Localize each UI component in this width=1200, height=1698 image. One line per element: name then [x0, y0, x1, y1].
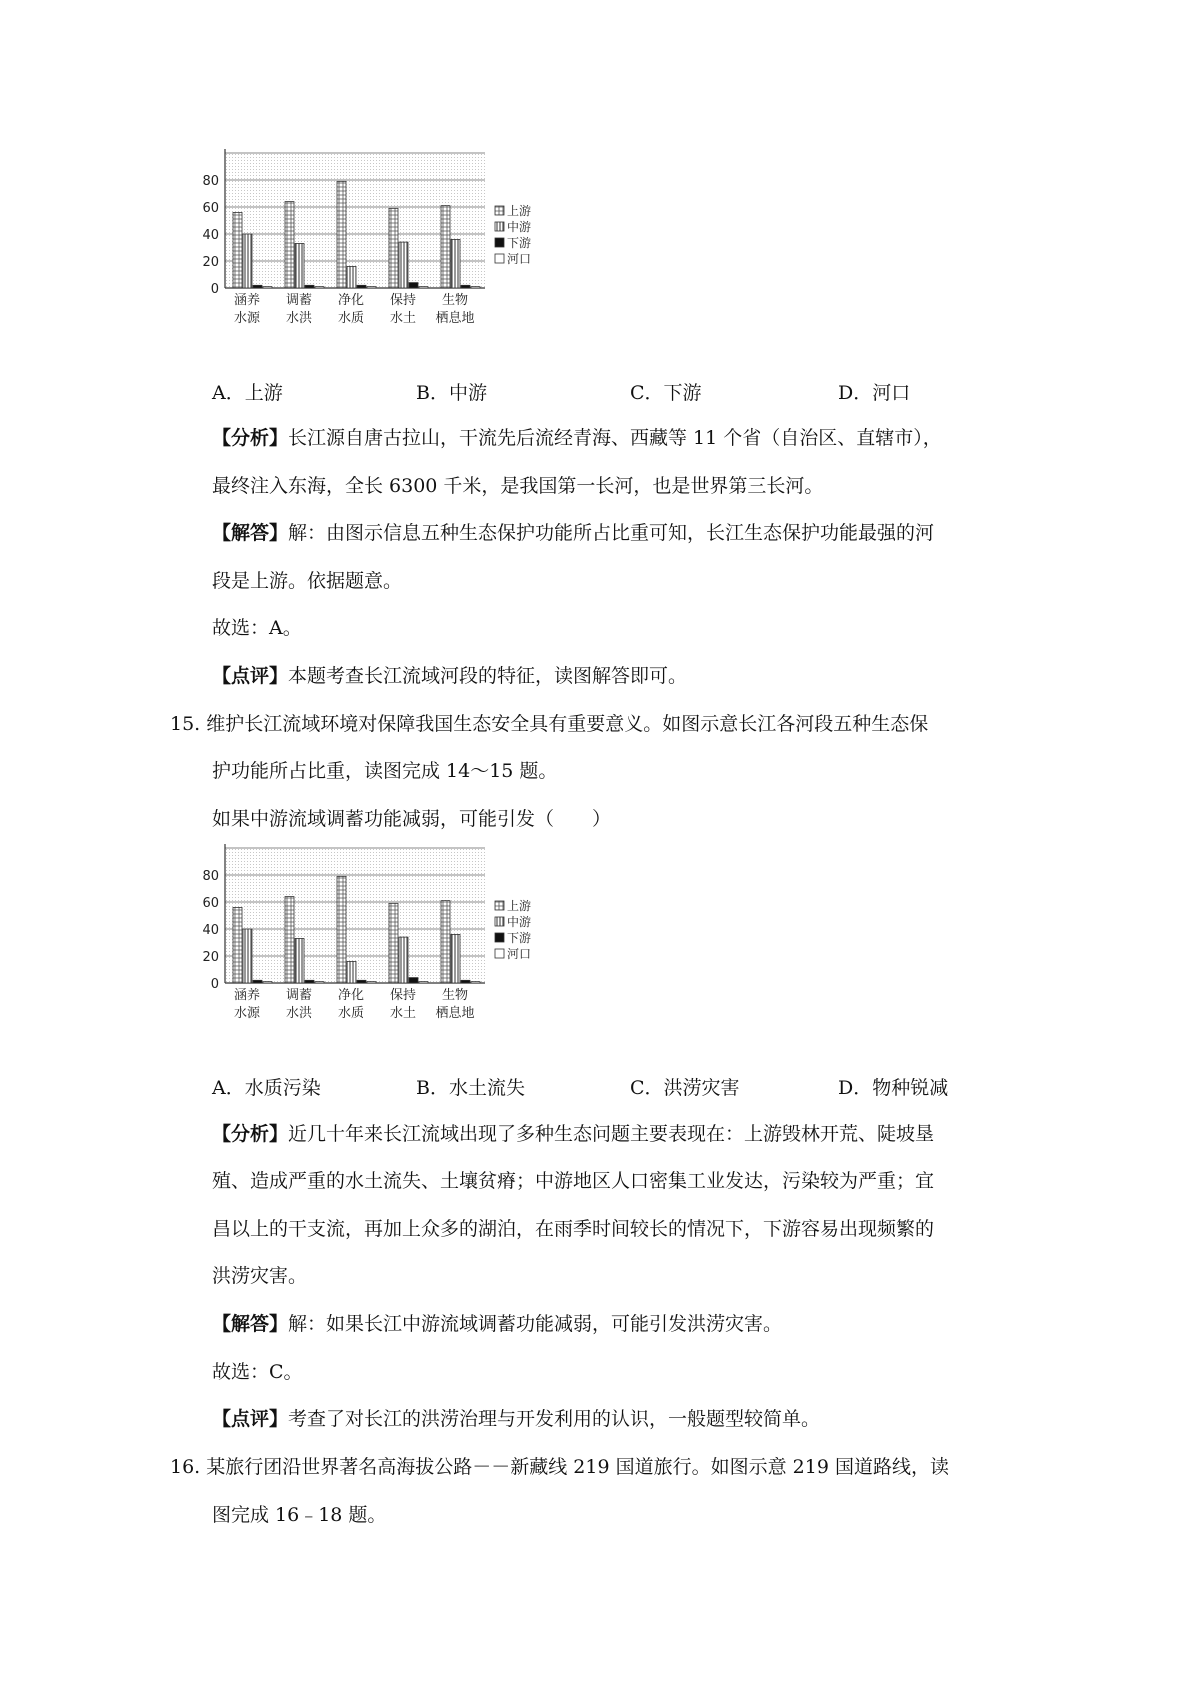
q15-comment-text: 考查了对长江的洪涝治理与开发利用的认识，一般题型较简单。	[288, 1408, 821, 1430]
bar-上游	[285, 202, 294, 288]
q15-analysis-text-1: 近几十年来长江流域出现了多种生态问题主要表现在：上游毁林开荒、陡坡垦	[288, 1123, 935, 1145]
bar-中游	[243, 929, 252, 983]
q16-stem-line-1	[170, 1455, 949, 1479]
bar-chart-2	[202, 840, 605, 1040]
q14-comment-text: 本题考查长江流域河段的特征，读图解答即可。	[288, 665, 688, 687]
y-tick-label: 20	[202, 255, 219, 270]
y-tick-label: 60	[202, 201, 219, 216]
bar-下游	[253, 980, 262, 983]
q14-answer-text-1: 解：由图示信息五种生态保护功能所占比重可知，长江生态保护功能最强的河	[288, 522, 935, 544]
chart-ecological-functions-1	[202, 145, 605, 345]
q16-number: 16.	[170, 1456, 201, 1478]
x-category-label: 水洪	[285, 311, 313, 326]
bar-河口	[315, 982, 324, 983]
q15-option-d[interactable]: D．物种锐减	[838, 1077, 949, 1099]
x-category-label: 水源	[233, 1006, 261, 1021]
q15-options	[212, 1073, 1032, 1097]
x-category-label: 水质	[337, 1006, 365, 1021]
y-tick-label: 80	[202, 174, 219, 189]
legend-label: 河口	[507, 252, 532, 266]
q14-analysis-line-1	[212, 426, 942, 450]
bar-河口	[419, 982, 428, 983]
q16-stem-line-2: 图完成 16﹣18 题。	[212, 1504, 387, 1526]
x-category-label: 涵养	[233, 293, 261, 308]
chart-ecological-functions-2	[202, 840, 605, 1040]
bar-上游	[337, 181, 346, 288]
y-tick-label: 60	[202, 896, 219, 911]
bar-中游	[295, 243, 304, 288]
bar-河口	[263, 287, 272, 288]
bar-中游	[399, 242, 408, 288]
bar-上游	[337, 876, 346, 983]
legend-swatch	[495, 949, 504, 958]
y-tick-label: 40	[202, 923, 219, 938]
bar-河口	[263, 982, 272, 983]
y-tick-label: 80	[202, 869, 219, 884]
q15-question: 如果中游流域调蓄功能减弱，可能引发（ ）	[212, 808, 612, 830]
x-category-label: 调蓄	[285, 988, 313, 1003]
bar-上游	[441, 901, 450, 983]
x-category-label: 栖息地	[435, 1006, 475, 1021]
bar-中游	[451, 239, 460, 288]
legend-swatch	[495, 238, 504, 247]
q15-analysis-tag: 【分析】	[212, 1123, 289, 1145]
bar-下游	[461, 980, 470, 983]
bar-下游	[461, 285, 470, 288]
legend-swatch	[495, 933, 504, 942]
bar-河口	[471, 287, 480, 288]
x-category-label: 生物	[441, 988, 469, 1003]
x-category-label: 净化	[337, 293, 365, 308]
bar-下游	[357, 285, 366, 288]
q15-analysis-line-1	[212, 1122, 934, 1146]
q15-comment-tag: 【点评】	[212, 1408, 289, 1430]
q15-number: 15.	[170, 713, 201, 735]
q14-comment-tag: 【点评】	[212, 665, 289, 687]
q14-answer-line-1	[212, 521, 934, 545]
y-tick-label: 40	[202, 228, 219, 243]
legend-label: 河口	[507, 947, 532, 961]
bar-河口	[367, 287, 376, 288]
q14-choice: 故选：A。	[212, 617, 302, 639]
legend-swatch	[495, 917, 504, 926]
bar-下游	[305, 285, 314, 288]
bar-中游	[347, 266, 356, 288]
x-category-label: 水土	[389, 311, 417, 326]
y-tick-label: 0	[210, 282, 219, 297]
q14-analysis-line-2: 最终注入东海，全长 6300 千米，是我国第一长河，也是世界第三长河。	[212, 475, 824, 497]
x-category-label: 水质	[337, 311, 365, 326]
q14-option-b[interactable]: B．中游	[416, 382, 487, 404]
q14-analysis-text-1: 长江源自唐古拉山，干流先后流经青海、西藏等 11 个省（自治区、直辖市），	[288, 427, 942, 449]
q15-option-a[interactable]: A．水质污染	[212, 1077, 321, 1099]
q15-option-c[interactable]: C．洪涝灾害	[630, 1077, 740, 1099]
legend-label: 上游	[507, 899, 532, 913]
x-category-label: 生物	[441, 293, 469, 308]
bar-下游	[409, 978, 418, 983]
q14-analysis-tag: 【分析】	[212, 427, 289, 449]
legend-swatch	[495, 206, 504, 215]
bar-下游	[357, 980, 366, 983]
bar-下游	[409, 283, 418, 288]
y-tick-label: 20	[202, 950, 219, 965]
q15-analysis-line-2: 殖、造成严重的水土流失、土壤贫瘠；中游地区人口密集工业发达，污染较为严重；宜	[212, 1170, 935, 1192]
x-category-label: 水洪	[285, 1006, 313, 1021]
q14-options	[212, 378, 1032, 402]
q15-answer-line-1	[212, 1312, 782, 1336]
bar-中游	[243, 234, 252, 288]
q14-comment-line	[212, 664, 687, 688]
bar-中游	[295, 938, 304, 983]
q14-option-a[interactable]: A．上游	[212, 382, 283, 404]
bar-中游	[451, 934, 460, 983]
bar-chart-1	[202, 145, 605, 345]
bar-上游	[441, 206, 450, 288]
q15-analysis-line-3: 昌以上的干支流，再加上众多的湖泊，在雨季时间较长的情况下，下游容易出现频繁的	[212, 1218, 935, 1240]
q14-answer-tag: 【解答】	[212, 522, 289, 544]
q15-stem-line-1	[170, 712, 928, 736]
bar-上游	[389, 208, 398, 288]
q15-stem-line-2: 护功能所占比重，读图完成 14～15 题。	[212, 760, 558, 782]
q15-analysis-line-4: 洪涝灾害。	[212, 1265, 308, 1287]
bar-上游	[233, 212, 242, 288]
x-category-label: 净化	[337, 988, 365, 1003]
x-category-label: 水源	[233, 311, 261, 326]
bar-河口	[419, 287, 428, 288]
legend-swatch	[495, 901, 504, 910]
q14-option-c[interactable]: C．下游	[630, 382, 702, 404]
q14-answer-line-2: 段是上游。依据题意。	[212, 570, 403, 592]
x-category-label: 涵养	[233, 988, 261, 1003]
q15-stem-text-1: 维护长江流域环境对保障我国生态安全具有重要意义。如图示意长江各河段五种生态保	[206, 713, 929, 735]
x-category-label: 调蓄	[285, 293, 313, 308]
bar-河口	[367, 982, 376, 983]
bar-上游	[233, 907, 242, 983]
q15-comment-line	[212, 1407, 820, 1431]
bar-上游	[389, 903, 398, 983]
bar-上游	[285, 897, 294, 983]
x-category-label: 保持	[389, 988, 417, 1003]
bar-河口	[471, 982, 480, 983]
q15-answer-tag: 【解答】	[212, 1313, 289, 1335]
legend-swatch	[495, 254, 504, 263]
bar-河口	[315, 287, 324, 288]
legend-label: 中游	[507, 220, 532, 234]
bar-下游	[305, 980, 314, 983]
bar-中游	[399, 937, 408, 983]
legend-label: 下游	[507, 931, 532, 945]
legend-label: 上游	[507, 204, 532, 218]
bar-下游	[253, 285, 262, 288]
legend-label: 下游	[507, 236, 532, 250]
q15-answer-text-1: 解：如果长江中游流域调蓄功能减弱，可能引发洪涝灾害。	[288, 1313, 783, 1335]
bar-中游	[347, 961, 356, 983]
q15-option-b[interactable]: B．水土流失	[416, 1077, 525, 1099]
y-tick-label: 0	[210, 977, 219, 992]
q16-stem-text-1: 某旅行团沿世界著名高海拔公路－－新藏线 219 国道旅行。如图示意 219 国道路线，读	[206, 1456, 949, 1478]
x-category-label: 水土	[389, 1006, 417, 1021]
legend-swatch	[495, 222, 504, 231]
q14-option-d[interactable]: D．河口	[838, 382, 911, 404]
q15-choice: 故选：C。	[212, 1361, 303, 1383]
x-category-label: 保持	[389, 293, 417, 308]
legend-label: 中游	[507, 915, 532, 929]
x-category-label: 栖息地	[435, 311, 475, 326]
